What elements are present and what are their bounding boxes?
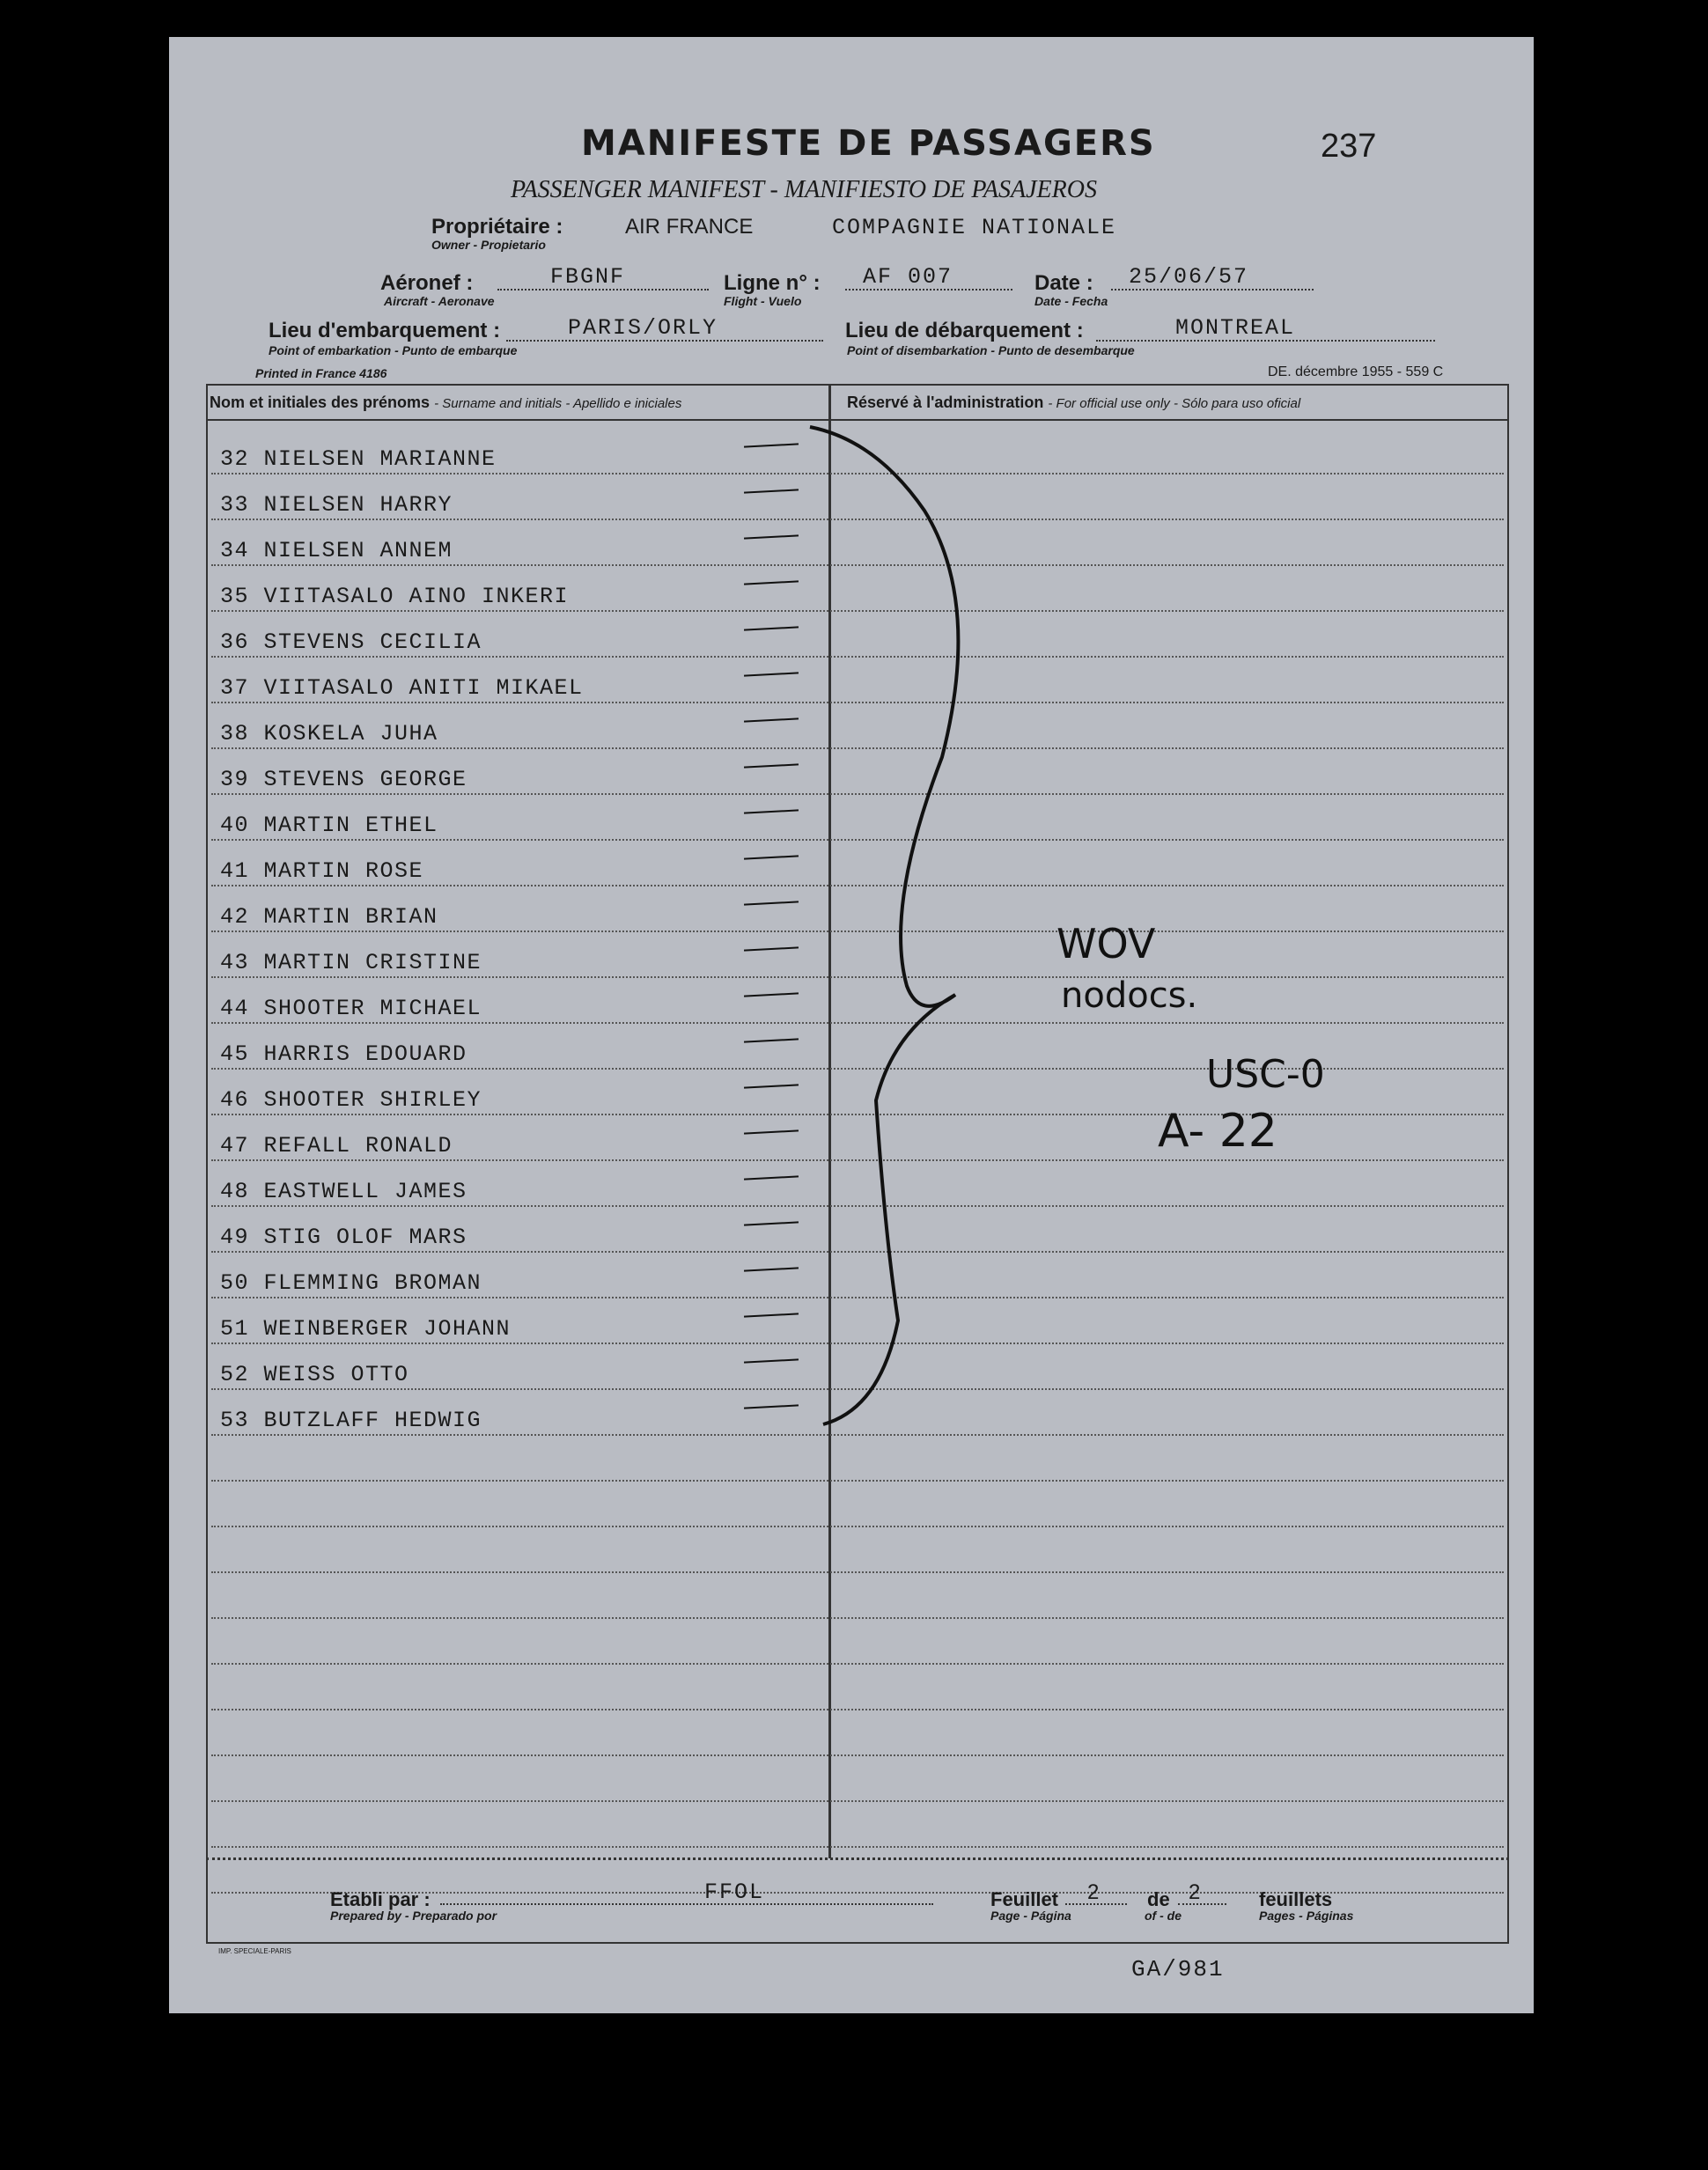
table-row [211, 1617, 1504, 1619]
passenger-name: 36 STEVENS CECILIA [220, 629, 482, 655]
table-row [211, 1571, 1504, 1573]
passenger-name: 43 MARTIN CRISTINE [220, 950, 482, 975]
passenger-name: 48 EASTWELL JAMES [220, 1179, 467, 1204]
passenger-name: 38 KOSKELA JUHA [220, 721, 438, 747]
passenger-name: 37 VIITASALO ANITI MIKAEL [220, 675, 584, 701]
passenger-name: 47 REFALL RONALD [220, 1133, 453, 1159]
date-sublabel: Date - Fecha [1034, 294, 1108, 308]
table-row [211, 1663, 1504, 1665]
table-row [211, 1754, 1504, 1756]
stamp-number: GA/981 [1131, 1956, 1225, 1982]
disembark-value: MONTREAL [1175, 315, 1296, 341]
passenger-name: 39 STEVENS GEORGE [220, 767, 467, 792]
sheet-value: 2 [1087, 1880, 1100, 1904]
passenger-name: 41 MARTIN ROSE [220, 858, 424, 884]
passenger-name: 34 NIELSEN ANNEM [220, 538, 453, 563]
form-reference: DE. décembre 1955 - 559 C [1268, 364, 1444, 379]
disembark-label: Lieu de débarquement : [845, 319, 1084, 342]
prepared-label: Etabli par : [330, 1888, 431, 1910]
footer-divider [206, 1857, 1509, 1860]
of-value: 2 [1189, 1880, 1201, 1904]
sheets-label: feuillets [1259, 1888, 1333, 1910]
table-row [211, 1800, 1504, 1802]
passenger-name: 42 MARTIN BRIAN [220, 904, 438, 930]
owner-label: Propriétaire : [431, 215, 563, 239]
of-sublabel: of - de [1145, 1909, 1182, 1923]
aircraft-value: FBGNF [550, 264, 626, 290]
embark-label: Lieu d'embarquement : [269, 319, 501, 342]
page-number: 237 [1321, 128, 1377, 165]
page-title: MANIFESTE DE PASSAGERS [581, 123, 1156, 164]
pages-sublabel: Pages - Páginas [1259, 1909, 1354, 1923]
annotation-usc: USC-0 [1206, 1052, 1325, 1097]
page-sublabel: Page - Página [990, 1909, 1071, 1923]
passenger-name: 51 WEINBERGER JOHANN [220, 1316, 512, 1342]
embark-value: PARIS/ORLY [568, 315, 718, 341]
prepared-value: FFOL [704, 1879, 765, 1905]
printed-note: Printed in France 4186 [255, 366, 387, 380]
sheet-label: Feuillet [990, 1888, 1059, 1910]
column-header-official: Réservé à l'administration - For official use only - Sólo para uso oficial [847, 394, 1301, 411]
passenger-name: 32 NIELSEN MARIANNE [220, 446, 497, 472]
annotation-wov: WOV [1056, 920, 1156, 967]
date-value: 25/06/57 [1129, 264, 1249, 290]
passenger-name: 49 STIG OLOF MARS [220, 1225, 467, 1250]
passenger-name: 40 MARTIN ETHEL [220, 813, 438, 838]
aircraft-sublabel: Aircraft - Aeronave [384, 294, 495, 308]
page-subtitle: PASSENGER MANIFEST - MANIFIESTO DE PASAJEROS [511, 176, 1097, 203]
annotation-a22: A- 22 [1158, 1105, 1277, 1158]
disembark-sublabel: Point of disembarkation - Punto de desembarque [847, 343, 1135, 357]
imprint-note: IMP. SPECIALE-PARIS [218, 1947, 291, 1955]
passenger-name: 46 SHOOTER SHIRLEY [220, 1087, 482, 1113]
owner-value-2: COMPAGNIE NATIONALE [832, 215, 1117, 240]
annotation-nodocs: nodocs. [1061, 975, 1198, 1016]
table-row [211, 1526, 1504, 1527]
passenger-name: 50 FLEMMING BROMAN [220, 1270, 482, 1296]
table-row [211, 1709, 1504, 1710]
table-row [211, 1480, 1504, 1482]
flight-label: Ligne n° : [724, 271, 821, 295]
column-header-names: Nom et initiales des prénoms - Surname and initials - Apellido e iniciales [210, 394, 682, 411]
of-label: de [1147, 1888, 1170, 1910]
passenger-name: 45 HARRIS EDOUARD [220, 1041, 467, 1067]
embark-sublabel: Point of embarkation - Punto de embarque [269, 343, 518, 357]
passenger-name: 33 NIELSEN HARRY [220, 492, 453, 518]
flight-value: AF 007 [863, 264, 953, 290]
table-row [211, 1846, 1504, 1848]
date-label: Date : [1034, 271, 1093, 295]
aircraft-label: Aéronef : [380, 271, 474, 295]
prepared-sublabel: Prepared by - Preparado por [330, 1909, 497, 1923]
owner-sublabel: Owner - Propietario [431, 238, 546, 252]
passenger-name: 35 VIITASALO AINO INKERI [220, 584, 570, 609]
passenger-name: 44 SHOOTER MICHAEL [220, 996, 482, 1021]
passenger-name: 52 WEISS OTTO [220, 1362, 409, 1387]
brace-mark [792, 414, 1004, 1453]
owner-value: AIR FRANCE [625, 215, 754, 239]
passenger-name: 53 BUTZLAFF HEDWIG [220, 1408, 482, 1433]
flight-sublabel: Flight - Vuelo [724, 294, 802, 308]
